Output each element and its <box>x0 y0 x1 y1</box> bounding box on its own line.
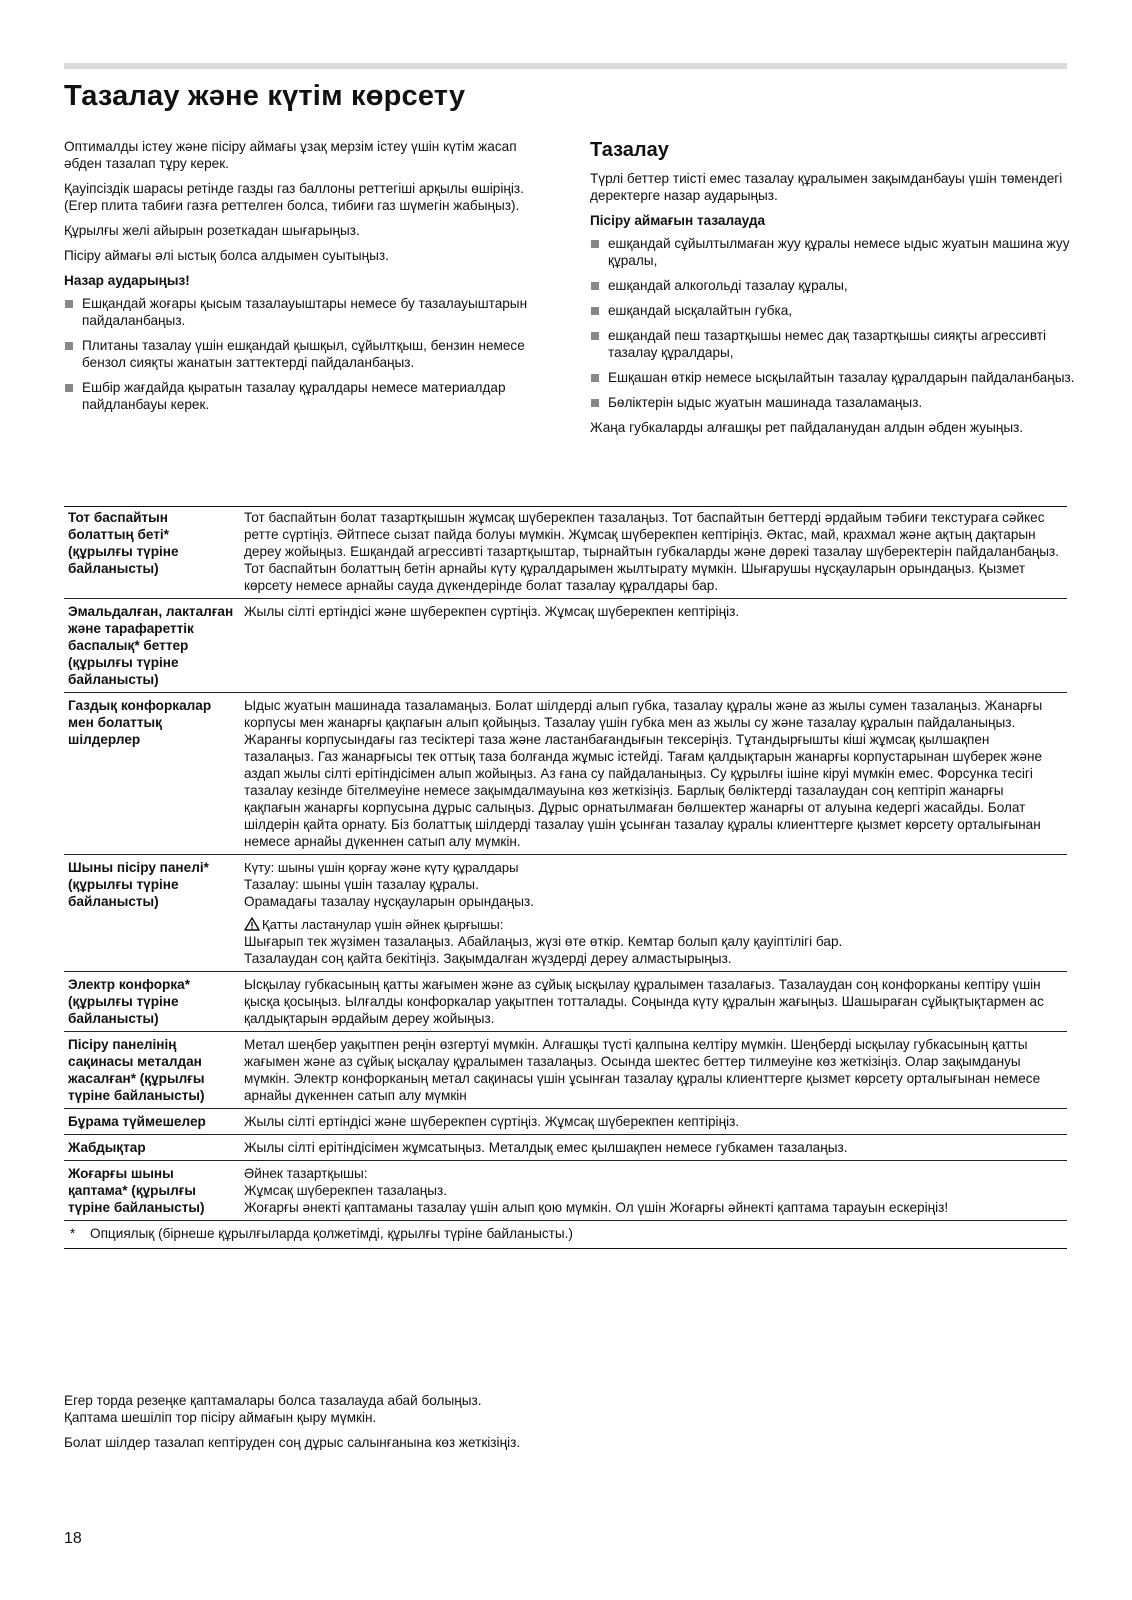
row-line: Тазалаудан соң қайта бекітіңіз. Зақымдалған жүздерді дереу алмастырыңыз. <box>244 951 732 966</box>
paragraph <box>64 1392 564 1426</box>
warning-list <box>64 295 554 413</box>
list-item <box>64 379 554 413</box>
cleaning-table <box>64 506 1067 1249</box>
table-row <box>64 1032 1067 1109</box>
row-line: Орамадағы тазалау нұсқауларын орындаңыз. <box>244 894 535 909</box>
table-row <box>64 693 1067 855</box>
row-value: Ыдыс жуатын машинада тазаламаңыз. Болат шілдерді алып губка, тазалау құралы және аз жылы сумен тазалаңыз. Жанарғы корпусы мен жанарғы қақпағын алып қойыңыз. Тазалау үшін губка мен аз жылы су және тазалау құралын пайдаланыңыз. Жаранғы корпусындағы газ тесіктері таза және ластанбағандығын тексеріңіз. Тұтандырғышты кіші жұмсақ қылшақпен тазалаңыз. Газ жанарғысы тек оттық таза болғанда жұмыс істейді. Тағам қалдықтарын жанарғы корпустарынан шүберек және аздап жылы сілті ерітіндісімен алып жойыңыз. Аз ғана су пайдаланыңыз. Су құрылғы ішіне кіруі мүмкін емес. Форсунка тесігі тазалау кезінде бітелмеуіне немесе зақымдалмауына көз жеткізіңіз. Барлық бөліктерді тазалаудан соң кептіріп жанарғы қақпағын жанарғы корпусына дұрыс салыңыз. Дұрыс орнатылмаған бөлшектер жанарғы от алуына кедергі жасайды. Болат шілдерін қайта орнату. Біз болаттық шілдерді тазалау үшін ұсынған тазалау құралы клиенттерге қызмет көрсету орталығынан немесе арнайы дүкеннен сатып алу мүмкін. <box>240 693 1067 855</box>
warning-line <box>244 916 1063 933</box>
table-row <box>64 1109 1067 1135</box>
right-column <box>590 138 1075 444</box>
square-bullet-icon <box>591 332 599 340</box>
table-row <box>64 1135 1067 1161</box>
footnote-mark: * <box>70 1226 76 1241</box>
list-item-text: Плитаны тазалау үшін ешқандай қышқыл, сұйылтқыш, бензин немесе бензол сияқты жанатын заттектерді пайдаланбаңыз. <box>82 338 525 370</box>
paragraph: Түрлі беттер тиісті емес тазалау құралымен зақымданбауы үшін төмендегі деректерге назар аударыңыз. <box>590 171 1063 203</box>
list-item <box>590 277 1075 294</box>
row-line: Күту: шыны үшін қорғау және күту құралдары <box>244 860 519 875</box>
section-heading: Тазалау <box>590 139 669 161</box>
row-value: Ысқылау губкасының қатты жағымен және аз сұйық ысқылау құралымен тазалағыз. Тазалаудан соң конфорканы кептіру үшін қысқа қосыңыз. Ылғалды конфоркалар уақытпен тотталады. Соңында күту құралын жағыңыз. Шашыраған сұйықтықтармен ас қалдықтарын әрдайым дереу жойыңыз. <box>240 972 1067 1032</box>
warning-heading: Назар аударыңыз! <box>64 273 190 288</box>
warning-text: Қатты ластанулар үшін әйнек қырғышы: <box>262 917 504 932</box>
row-key: Пісіру панелінің сақинасы металдан жасалған* (құрылғы түріне байланысты) <box>64 1032 240 1109</box>
table-row <box>64 507 1067 599</box>
row-key: Газдық конфоркалар мен болаттық шілдерлер <box>64 693 240 855</box>
row-value: Тот баспайтын болат тазартқышын жұмсақ шүберекпен тазалаңыз. Тот баспайтын беттерді әрдайым тәбиғи текстураға сәйкес ретте сүртіңіз. Әйтпесе сызат пайда болуы мүмкін. Жұмсақ шүберекпен кептіріңіз. Әктас, май, крахмал және ақтың дақтарын дереу жойыңыз. Ешқандай агрессивті тазартқыштар, тырнайтын губкаларды және дөрекі тазалау шүберектерін пайдаланбаңыз. Тот баспайтын болаттың бетін арнайы күту құралдарымен жылтырату мүмкін. Шығарушы нұсқауларын орындаңыз. Қызмет көрсету немесе арнайы сауда дүкендерінде болат тазалау құралдары бар. <box>240 507 1067 599</box>
square-bullet-icon <box>591 282 599 290</box>
bottom-notes <box>64 1392 564 1459</box>
paragraph: Болат шілдер тазалап кептіруден соң дұрыс салынғанына көз жеткізіңіз. <box>64 1435 521 1450</box>
top-rule <box>64 63 1067 69</box>
cleaning-list <box>590 235 1075 411</box>
row-key: Шыны пісіру панелі* (құрылғы түріне байланысты) <box>64 855 240 972</box>
list-item-text: ешқандай сұйылтылмаған жуу құралы немесе ыдыс жуатын машина жуу құралы, <box>608 236 1070 268</box>
list-item <box>590 394 1075 411</box>
square-bullet-icon <box>591 399 599 407</box>
row-line: Шығарып тек жүзімен тазалаңыз. Абайлаңыз, жүзі өте өткір. Кемтар болып қалу қауіптілігі бар. <box>244 934 843 949</box>
row-line: Әйнек тазартқышы: <box>244 1166 368 1181</box>
paragraph: Жаңа губкаларды алғашқы рет пайдаланудан алдын әбден жуыңыз. <box>590 420 1024 435</box>
list-item-text: ешқандай пеш тазартқышы немес дақ тазартқышы сияқты агрессивті тазалау құралдары, <box>608 328 1047 360</box>
warning-triangle-icon <box>244 917 260 931</box>
row-line: Тазалау: шыны үшін тазалау құралы. <box>244 877 479 892</box>
row-value <box>240 855 1067 972</box>
paragraph: Оптималды істеу және пісіру аймағы ұзақ мерзім істеу үшін күтім жасап әбден тазалап тұру керек. <box>64 139 517 171</box>
paragraph: Қауіпсіздік шарасы ретінде газды газ баллоны реттегіші арқылы өшіріңіз. (Егер плита табиғи газға реттелген болса, тибиғи газ шүмегін жабыңыз). <box>64 181 524 213</box>
page-title: Тазалау және күтім көрсету <box>64 80 466 112</box>
note-line: Егер торда резеңке қаптамалары болса тазалауда абай болыңыз. <box>64 1393 482 1408</box>
square-bullet-icon <box>591 240 599 248</box>
square-bullet-icon <box>65 342 73 350</box>
row-key: Жоғарғы шыны қаптама* (құрылғы түріне байланысты) <box>64 1161 240 1221</box>
row-key: Электр конфорка* (құрылғы түріне байланысты) <box>64 972 240 1032</box>
square-bullet-icon <box>65 384 73 392</box>
row-key: Бұрама түймешелер <box>64 1109 240 1135</box>
square-bullet-icon <box>65 300 73 308</box>
list-item-text: Ешбір жағдайда қыратын тазалау құралдары немесе материалдар пайдланбауы керек. <box>82 380 506 412</box>
list-item <box>64 337 554 371</box>
footnote-row <box>64 1221 1067 1249</box>
list-item <box>64 295 554 329</box>
paragraph: Құрылғы желі айырын розеткадан шығарыңыз. <box>64 223 360 238</box>
table-row <box>64 599 1067 693</box>
square-bullet-icon <box>591 307 599 315</box>
row-value: Жылы сілті ертіндісі және шүберекпен сүртіңіз. Жұмсақ шүберекпен кептіріңіз. <box>240 1109 1067 1135</box>
row-value: Метал шеңбер уақытпен реңін өзгертуі мүмкін. Алғашқы түсті қалпына келтіру мүмкін. Шеңберді ысқылау губкасының қатты жағымен және аз сұйық ысқалау құралымен тазалаңыз. Осында шектес беттер тилмеуіне көз жеткізіңіз. Олар зақымдануы мүмкін. Электр конфорканың метал сақинасы үшін ұсынған тазалау құралы клиенттерге қызмет көрсету орталығынан немесе арнайы дүкеннен сатып алу мүмкін <box>240 1032 1067 1109</box>
row-value <box>240 1161 1067 1221</box>
table-row <box>64 855 1067 972</box>
table-row <box>64 972 1067 1032</box>
page-number: 18 <box>64 1530 82 1547</box>
list-item <box>590 327 1075 361</box>
list-item-text: Ешқандай жоғары қысым тазалауыштары немесе бу тазалауыштарын пайдаланбаңыз. <box>82 296 528 328</box>
list-item <box>590 302 1075 319</box>
list-item-text: ешқандай ысқалайтын губка, <box>608 303 793 318</box>
list-item-text: Ешқашан өткір немесе ысқылайтын тазалау құралдарын пайдаланбаңыз. <box>608 370 1075 385</box>
square-bullet-icon <box>591 374 599 382</box>
row-key: Жабдықтар <box>64 1135 240 1161</box>
list-item-text: ешқандай алкогольді тазалау құралы, <box>608 278 848 293</box>
row-value: Жылы сілті ерітіндісімен жұмсатыңыз. Металдық емес қылшақпен немесе губкамен тазалаңыз. <box>240 1135 1067 1161</box>
footnote <box>64 1221 1067 1249</box>
row-key: Тот баспайтын болаттың беті* (құрылғы түріне байланысты) <box>64 507 240 599</box>
left-column <box>64 138 554 421</box>
list-item <box>590 235 1075 269</box>
table-row <box>64 1161 1067 1221</box>
row-line: Жоғарғы әнекті қаптаманы тазалау үшін алып қою мүмкін. Ол үшін Жоғарғы әйнекті қаптама тарауын ескеріңіз! <box>244 1200 949 1215</box>
list-item-text: Бөліктерін ыдыс жуатын машинада тазаламаңыз. <box>608 395 923 410</box>
paragraph: Пісіру аймағы әлі ыстық болса алдымен суытыңыз. <box>64 248 389 263</box>
note-line: Қаптама шешіліп тор пісіру аймағын қыру мүмкін. <box>64 1410 377 1425</box>
subheading: Пісіру аймағын тазалауда <box>590 213 766 228</box>
row-value: Жылы сілті ертіндісі және шүберекпен сүртіңіз. Жұмсақ шүберекпен кептіріңіз. <box>240 599 1067 693</box>
row-key: Эмальдалған, лакталған және тарафареттік баспалық* беттер (құрылғы түріне байланысты) <box>64 599 240 693</box>
list-item <box>590 369 1075 386</box>
footnote-text: Опциялық (бірнеше құрылғыларда қолжетімді, құрылғы түріне байланысты.) <box>90 1226 573 1241</box>
row-line: Жұмсақ шүберекпен тазалаңыз. <box>244 1183 447 1198</box>
